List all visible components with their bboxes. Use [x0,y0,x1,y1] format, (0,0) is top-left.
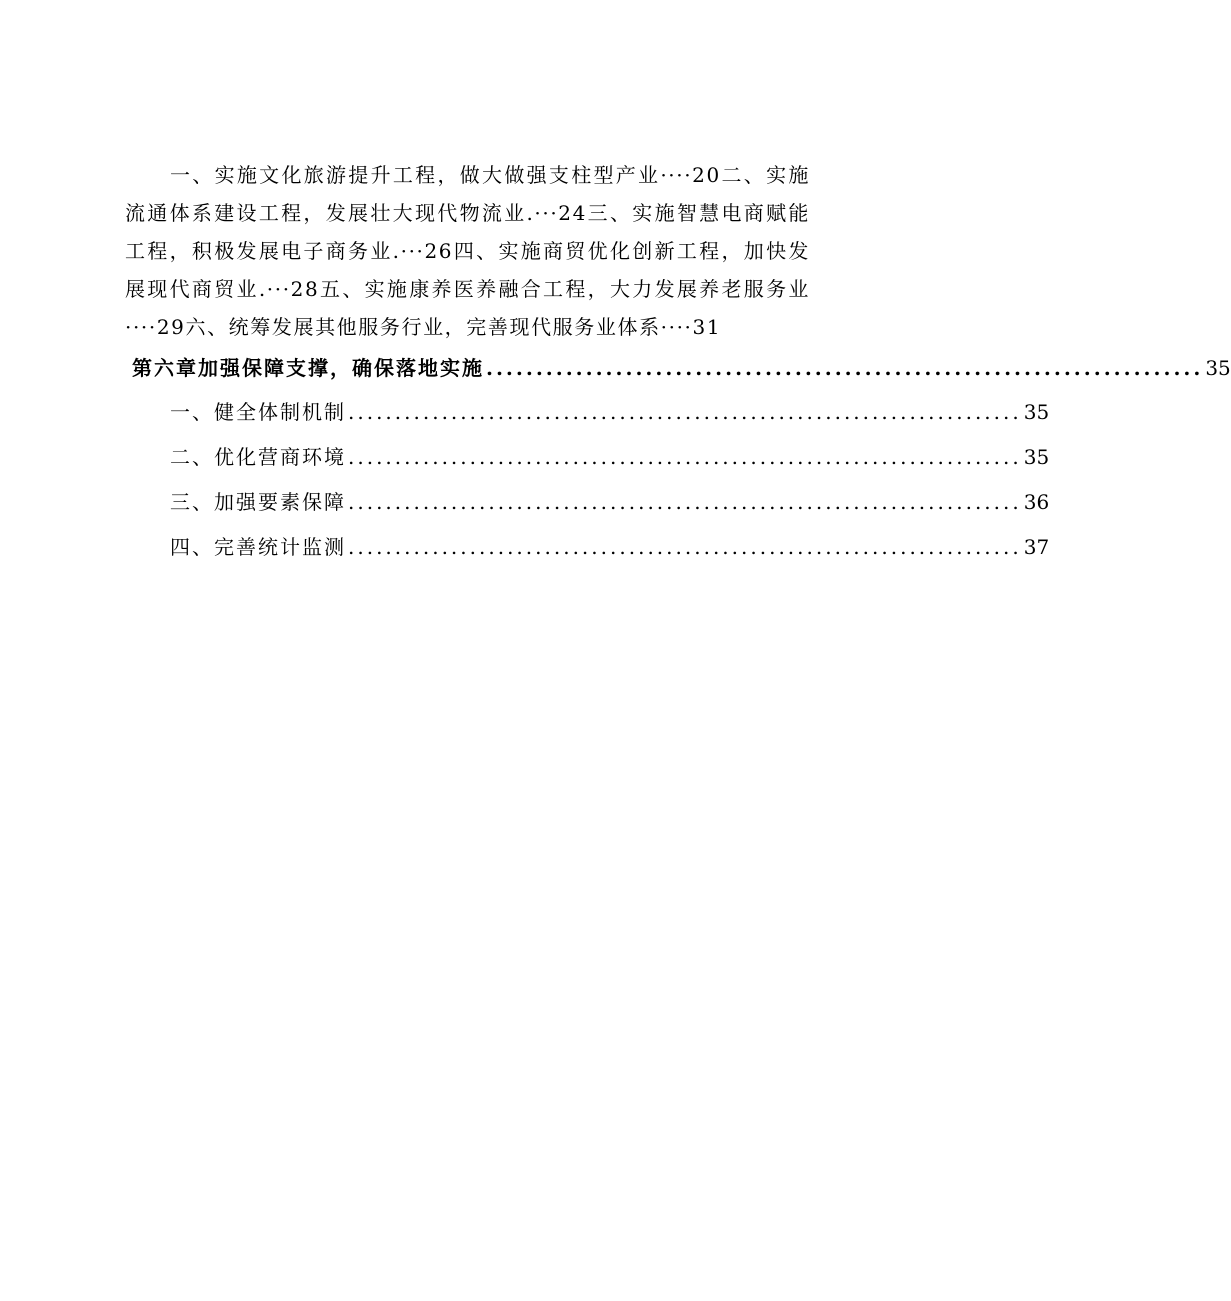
toc-section-title: 二、优化营商环境 [170,445,346,469]
toc-page-number: 35 [1023,400,1050,424]
toc-leader-dots: ........................................................................ [348,400,1022,424]
toc-merged-paragraph: 一、实施文化旅游提升工程，做大做强支柱型产业····20二、实施流通体系建设工程，发展壮大现代物流业.···24三、实施智慧电商赋能工程，积极发展电子商务业.···26四、实施商贸优化创新工程，加快发展现代商贸业.···28五、实施康养医养融合工程，大力发展养老服务业····29六、统筹发展其他服务行业，完善现代服务业体系····31 [125,163,810,339]
toc-section-4[interactable] [170,532,1050,562]
toc-page-number: 37 [1023,535,1050,559]
toc-leader-dots: ........................................................................ [486,356,1204,380]
toc-leader-dots: ........................................................................ [348,490,1022,514]
toc-section-2[interactable] [170,442,1050,472]
toc-section-title: 四、完善统计监测 [170,535,346,559]
toc-section-title: 一、健全体制机制 [170,400,346,424]
toc-page-number: 36 [1023,490,1050,514]
toc-page-number: 35 [1205,356,1231,380]
toc-section-1[interactable] [170,397,1050,427]
toc-chapter-title: 第六章加强保障支撑，确保落地实施 [132,356,484,380]
toc-leader-dots: ........................................................................ [348,535,1022,559]
toc-section-title: 三、加强要素保障 [170,490,346,514]
toc-chapter-6[interactable] [132,353,1231,383]
toc-page-number: 35 [1023,445,1050,469]
toc-section-3[interactable] [170,487,1050,517]
toc-leader-dots: ........................................................................ [348,445,1022,469]
